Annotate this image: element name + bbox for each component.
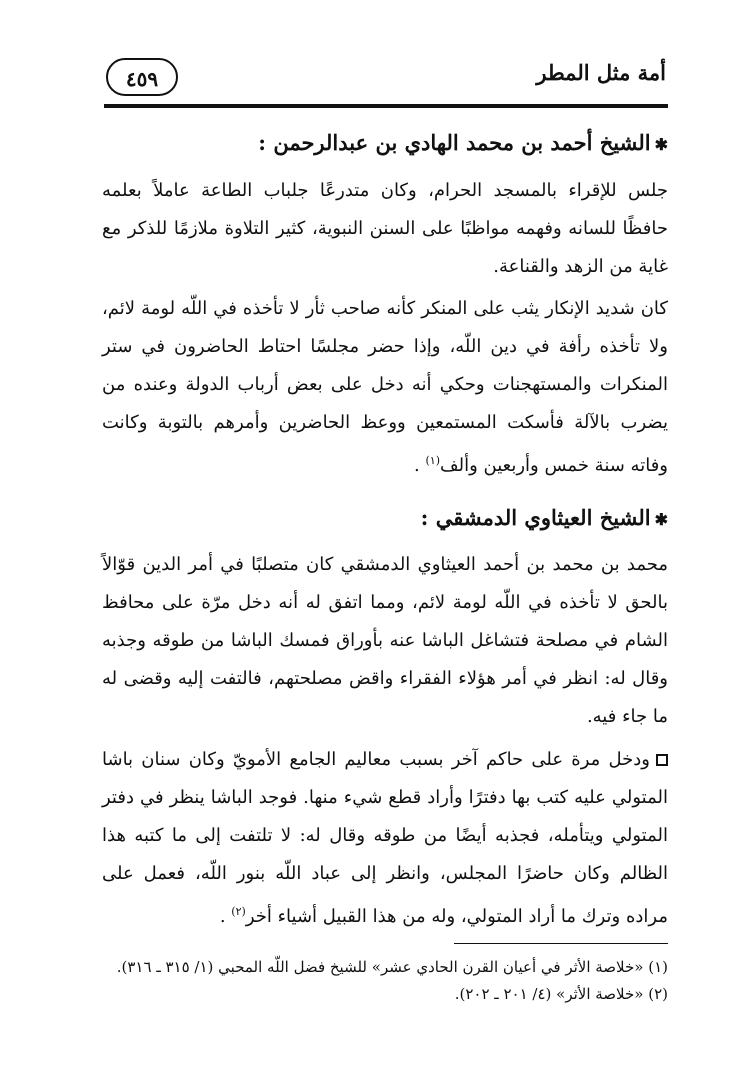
header-rule [104,104,668,108]
running-title: أمة مثل المطر [536,60,666,85]
paragraph: جلس للإقراء بالمسجد الحرام، وكان متدرعًا جلباب الطاعة عاملاً بعلمه حافظًا للسانه وفهمه مواظبًا على السنن النبوية، كثير التلاوة ملازمًا للذكر مع غاية من الزهد والقناعة. [102,180,668,277]
heading-text: الشيخ أحمد بن محمد الهادي بن عبدالرحمن : [258,130,651,155]
star-bullet-icon: ✱ [654,510,668,529]
section-heading-aythawi [421,505,668,530]
section-heading-ahmad [258,130,668,155]
paragraph-end: . [414,455,426,476]
square-bullet-icon [656,754,668,766]
footnote-ref: (٢) [231,905,246,918]
footnote-rule [454,943,668,944]
paragraph [102,741,668,936]
paragraph-end: . [219,906,232,927]
paragraph-text: كان شديد الإنكار يثب على المنكر كأنه صاحب ثأر لا تأخذه في اللّه لومة لائم، ولا تأخذه رأفة في دين اللّه، وإذا حضر مجلسًا احتاط الحاضرون في ستر المنكرات والمستهجنات وحكي أنه دخل على بعض أرباب الدولة وعنده من يضرب بالآلة فأسكت المستمعين ووعظ الحاضرين وأمرهم بالتوبة وكانت وفاته سنة خمس وأربعين وألف [102,298,668,476]
page-number: ٤٥٩ [106,58,178,96]
footnote-ref: (١) [425,454,440,467]
paragraph: محمد بن محمد بن أحمد العيثاوي الدمشقي كان متصلبًا في أمر الدين قوّالاً بالحق لا تأخذه في اللّه لومة لائم، ومما اتفق له أنه دخل مرّة على محافظ الشام في مصلحة فتشاغل الباشا عنه بأوراق فمسك الباشا من طوقه وجذبه وقال له: انظر في أمر هؤلاء الفقراء واقض مصلحتهم، فالتفت إليه وقضى له ما جاء فيه. [102,554,668,727]
paragraph-text: ودخل مرة على حاكم آخر بسبب معاليم الجامع الأمويّ وكان سنان باشا المتولي عليه كتب بها دفترًا وأراد قطع شيء منها. فوجد الباشا ينظر في دفتر المتولي ويتأمله، فجذبه أيضًا من طوقه وقال له: لا تلتفت إلى ما كتبه هذا الظالم وكان حاضرًا المجلس، وانظر إلى عباد اللّه بنور اللّه، فعمل على مراده وترك ما أراد المتولي، وله من هذا القبيل أشياء أخر [102,749,668,927]
footnote: (٢) «خلاصة الأثر» (٤/ ٢٠١ ـ ٢٠٢). [454,985,668,1003]
footnote: (١) «خلاصة الأثر في أعيان القرن الحادي عشر» للشيخ فضل اللّه المحبي (١/ ٣١٥ ـ ٣١٦). [116,958,668,976]
paragraph [102,290,668,485]
star-bullet-icon: ✱ [654,135,668,154]
heading-text: الشيخ العيثاوي الدمشقي : [420,505,651,530]
